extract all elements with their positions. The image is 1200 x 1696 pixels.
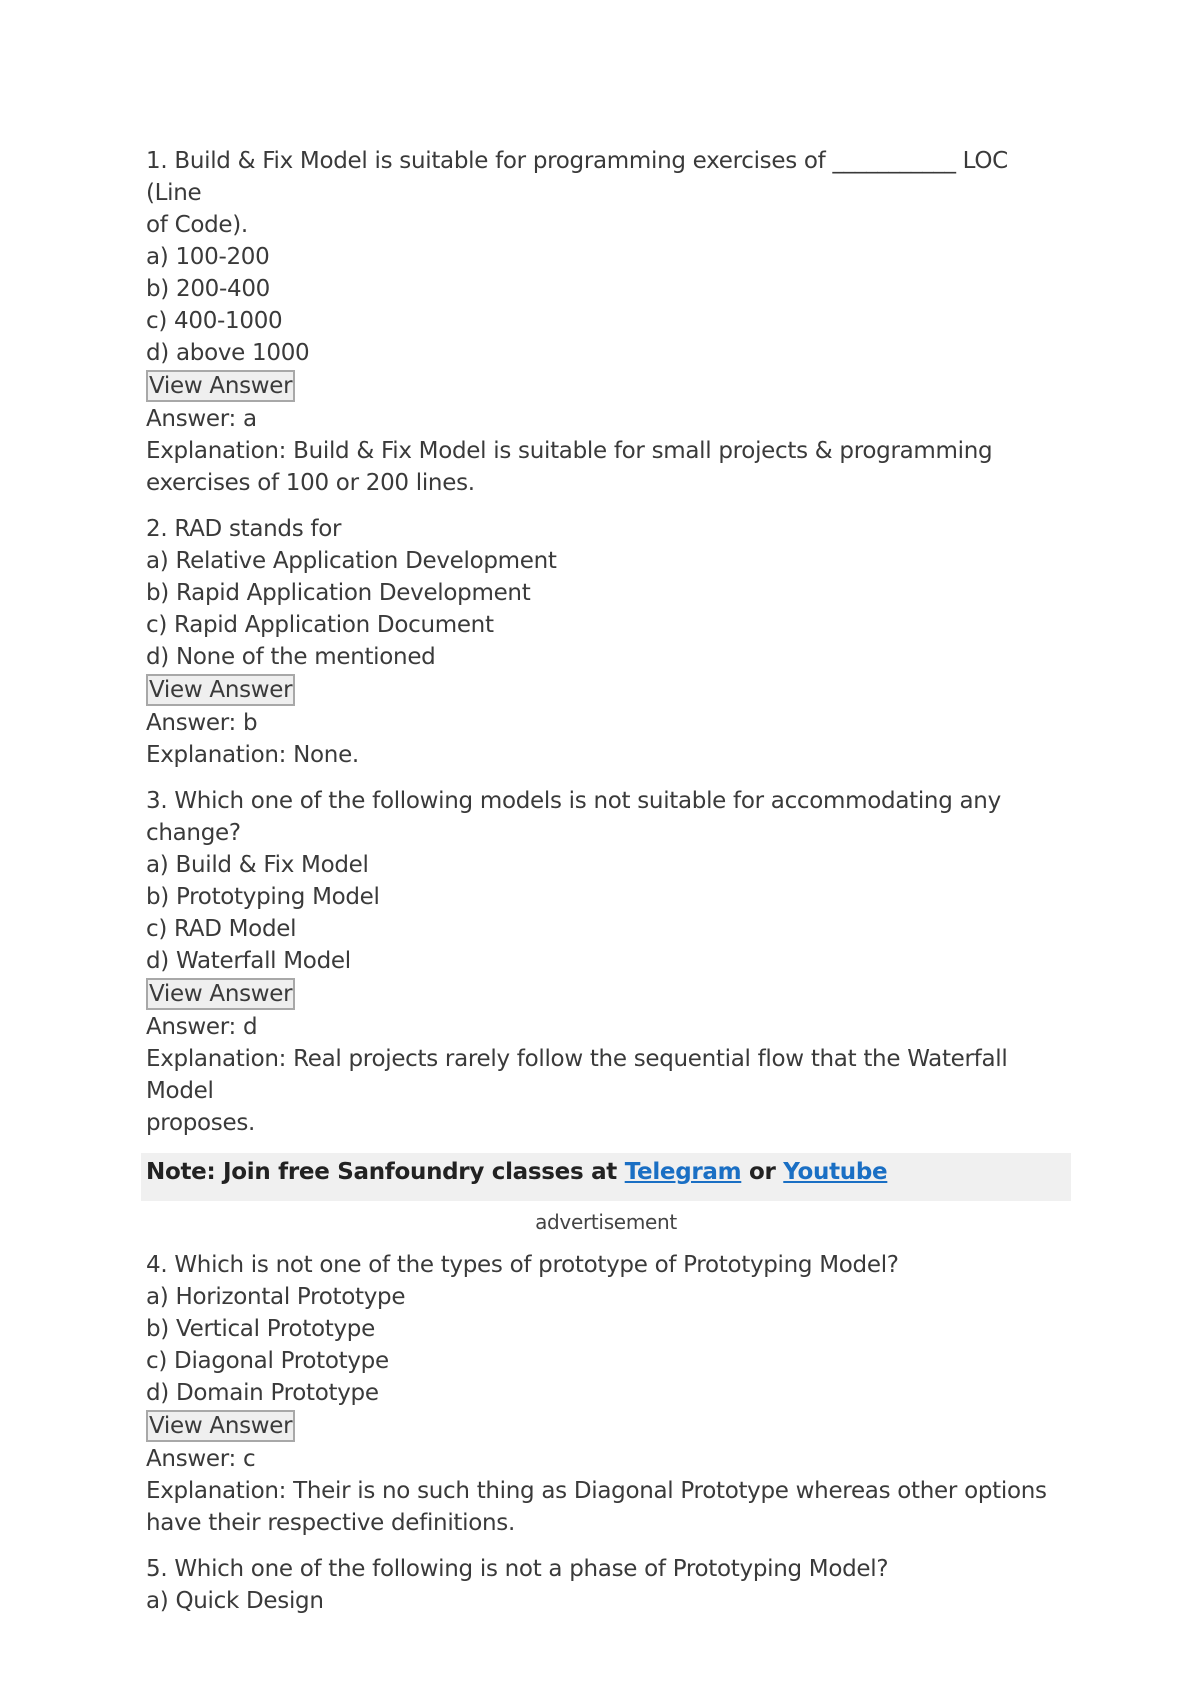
option-d: d) Waterfall Model [146, 948, 351, 974]
view-answer-button[interactable]: View Answer [146, 1410, 295, 1442]
question-5 [146, 1553, 1066, 1617]
view-answer-button[interactable]: View Answer [146, 978, 295, 1010]
option-d: d) None of the mentioned [146, 644, 436, 670]
question-3 [146, 785, 1066, 1139]
question-4 [146, 1249, 1066, 1539]
explanation-text: Explanation: Real projects rarely follow the sequential flow that the Waterfall Model [146, 1046, 1008, 1104]
option-b: b) Prototyping Model [146, 884, 380, 910]
question-text: 5. Which one of the following is not a phase of Prototyping Model? [146, 1556, 889, 1582]
explanation-text: Explanation: Build & Fix Model is suitable for small projects & programming [146, 438, 993, 464]
explanation-text: have their respective definitions. [146, 1510, 515, 1536]
explanation-text: exercises of 100 or 200 lines. [146, 470, 475, 496]
option-a: a) 100-200 [146, 244, 270, 270]
view-answer-button[interactable]: View Answer [146, 370, 295, 402]
note-text: Note: Join free Sanfoundry classes at [146, 1159, 625, 1185]
question-text: of Code). [146, 212, 248, 238]
option-d: d) Domain Prototype [146, 1380, 379, 1406]
option-a: a) Quick Design [146, 1588, 324, 1614]
option-c: c) RAD Model [146, 916, 297, 942]
question-text: 2. RAD stands for [146, 516, 342, 542]
answer-text: Answer: c [146, 1446, 256, 1472]
question-text: 4. Which is not one of the types of prototype of Prototyping Model? [146, 1252, 899, 1278]
youtube-link[interactable]: Youtube [783, 1159, 888, 1185]
question-text: 3. Which one of the following models is not suitable for accommodating any [146, 788, 1001, 814]
question-1 [146, 145, 1066, 499]
option-d: d) above 1000 [146, 340, 310, 366]
question-text: 1. Build & Fix Model is suitable for programming exercises of ___________ LOC (Line [146, 148, 1008, 206]
option-b: b) 200-400 [146, 276, 270, 302]
explanation-text: Explanation: None. [146, 742, 359, 768]
option-a: a) Relative Application Development [146, 548, 557, 574]
option-a: a) Build & Fix Model [146, 852, 369, 878]
note-banner [141, 1153, 1071, 1201]
option-c: c) Rapid Application Document [146, 612, 494, 638]
view-answer-button[interactable]: View Answer [146, 674, 295, 706]
answer-text: Answer: d [146, 1014, 258, 1040]
answer-text: Answer: b [146, 710, 258, 736]
option-b: b) Rapid Application Development [146, 580, 531, 606]
option-c: c) Diagonal Prototype [146, 1348, 389, 1374]
note-or-text: or [741, 1159, 784, 1185]
telegram-link[interactable]: Telegram [624, 1159, 742, 1185]
explanation-text: proposes. [146, 1110, 256, 1136]
mcq-page [146, 145, 1066, 1617]
option-c: c) 400-1000 [146, 308, 283, 334]
option-a: a) Horizontal Prototype [146, 1284, 406, 1310]
option-b: b) Vertical Prototype [146, 1316, 375, 1342]
advertisement-label: advertisement [535, 1210, 677, 1234]
question-text: change? [146, 820, 241, 846]
question-2 [146, 513, 1066, 771]
explanation-text: Explanation: Their is no such thing as Diagonal Prototype whereas other options [146, 1478, 1047, 1504]
answer-text: Answer: a [146, 406, 257, 432]
